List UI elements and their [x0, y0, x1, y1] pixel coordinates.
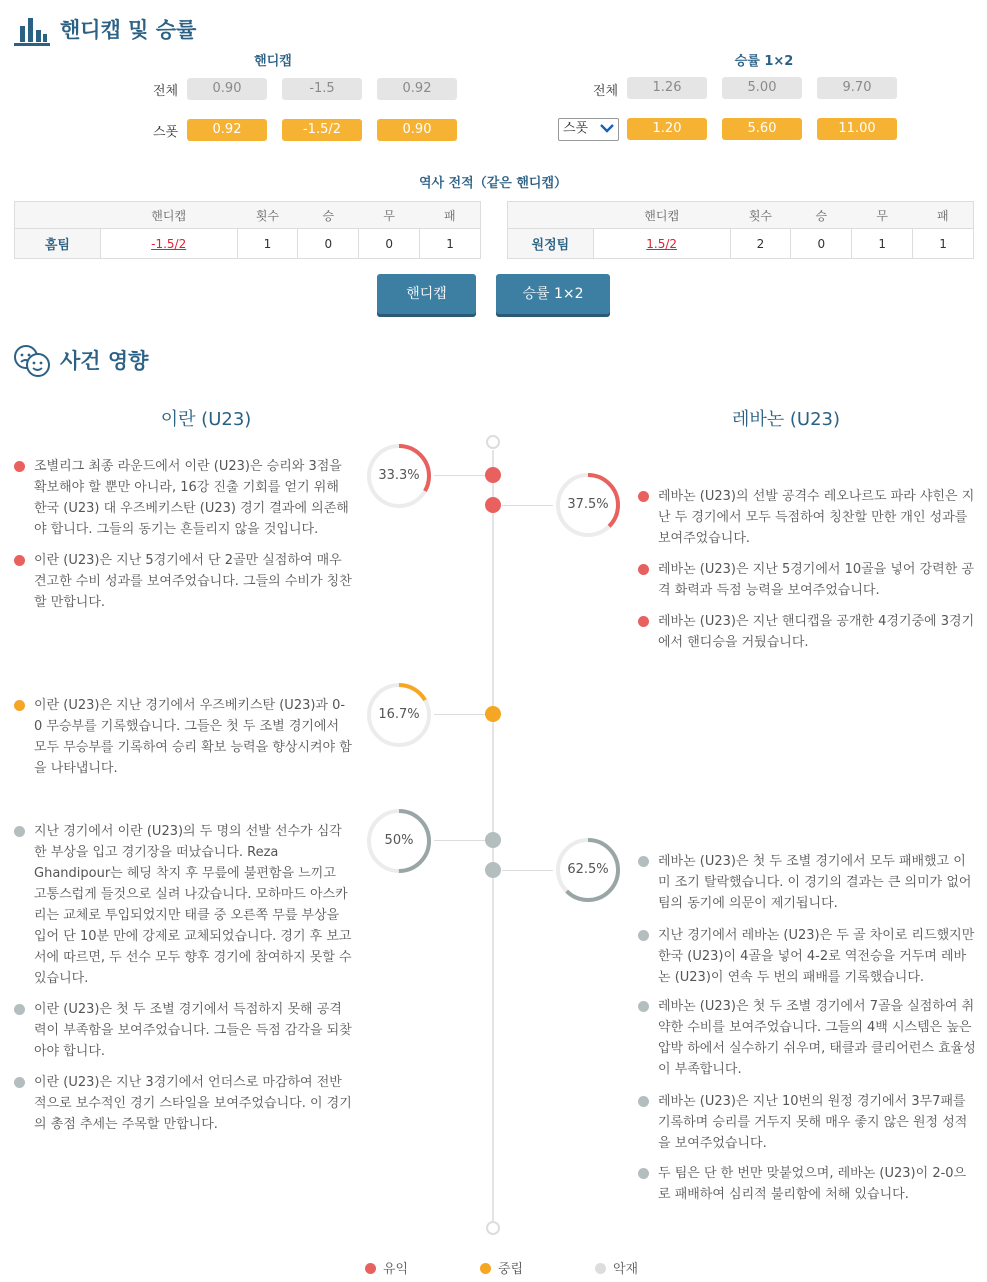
win-rate-button[interactable]: 승률 1×2: [496, 274, 610, 314]
percent-label: 37.5%: [567, 497, 609, 512]
timeline-start: [486, 435, 500, 449]
bullet-negative: [638, 1096, 649, 1107]
column-header: 승: [298, 202, 359, 229]
odds-cell: 5.60: [722, 118, 802, 140]
bullet-positive: [638, 616, 649, 627]
connector-line: [434, 714, 486, 715]
impact-item: 이란 (U23)은 지난 5경기에서 단 2골만 실점하여 매우 견고한 수비 성과를 보여주었습니다. 그들의 수비가 칭찬할 만합니다.: [34, 553, 352, 610]
column-header: [15, 202, 101, 229]
row-label-spot: 스폿: [153, 125, 179, 140]
column-header: 패: [913, 202, 974, 229]
legend-dot-positive: [365, 1263, 376, 1274]
handicap-link[interactable]: -1.5/2: [100, 229, 237, 259]
impact-item: 레바논 (U23)은 첫 두 조별 경기에서 7골을 실점하여 취약한 수비를 보여주었습니다. 그들의 4백 시스템은 높은 압박 하에서 실수하기 쉬우며, 태클과 클리어런스 효율성이 부족합니다.: [658, 999, 976, 1077]
win-cell: 0: [791, 229, 852, 259]
legend-positive: 유익: [383, 1262, 409, 1277]
bullet-negative: [638, 930, 649, 941]
team-label: 홈팀: [15, 229, 101, 259]
draw-cell: 1: [852, 229, 913, 259]
odds-cell: 1.20: [627, 118, 707, 140]
percent-label: 62.5%: [567, 862, 609, 877]
impact-item: 이란 (U23)은 첫 두 조별 경기에서 득점하지 못해 공격력이 부족함을 보여주었습니다. 그들은 득점 감각을 되찾아야 합니다.: [34, 1002, 352, 1059]
section-title-handicap: 핸디캡 및 승률: [60, 18, 197, 42]
bullet-neutral: [14, 700, 25, 711]
odds-cell: 0.90: [377, 119, 457, 141]
percent-label: 16.7%: [378, 707, 420, 722]
impact-item: 레바논 (U23)은 지난 10번의 원정 경기에서 3무7패를 기록하며 승리를 거두지 못해 매우 좋지 않은 원정 성적을 보여주었습니다.: [658, 1094, 968, 1151]
column-header: 승: [791, 202, 852, 229]
column-header: [508, 202, 594, 229]
table-row: [15, 229, 481, 259]
connector-line: [502, 505, 553, 506]
draw-cell: 0: [359, 229, 420, 259]
column-header: 무: [852, 202, 913, 229]
impact-item: 레바논 (U23)은 첫 두 조별 경기에서 모두 패배했고 이미 조기 탈락했습니다. 이 경기의 결과는 큰 의미가 없어 팀의 동기에 의문이 제기됩니다.: [658, 854, 972, 911]
impact-item: 두 팀은 단 한 번만 맞붙었으며, 레바논 (U23)이 2-0으로 패배하여 심리적 불리함에 처해 있습니다.: [658, 1166, 967, 1202]
bar-chart-icon: [14, 16, 50, 46]
handicap-button[interactable]: 핸디캡: [377, 274, 476, 314]
bullet-negative: [638, 1001, 649, 1012]
column-header: 패: [420, 202, 481, 229]
odds-cell: 0.90: [187, 78, 267, 100]
odds-cell: 5.00: [722, 77, 802, 99]
loss-cell: 1: [939, 236, 947, 251]
connector-line: [434, 475, 486, 476]
odds-cell: 9.70: [817, 77, 897, 99]
row-label-total: 전체: [593, 84, 619, 99]
history-table-away: [507, 201, 974, 259]
timeline-end: [486, 1221, 500, 1235]
faces-icon: [13, 344, 51, 378]
bullet-negative: [638, 856, 649, 867]
count-cell: 1: [237, 229, 298, 259]
win-cell: 0: [298, 229, 359, 259]
impact-item: 레바논 (U23)은 지난 핸디캡을 공개한 4경기중에 3경기에서 핸디승을 거뒀습니다.: [658, 614, 975, 650]
legend-neutral: 중립: [498, 1262, 524, 1277]
connector-line: [434, 840, 486, 841]
bullet-negative: [14, 1004, 25, 1015]
history-title: 역사 전적（같은 핸디캡）: [418, 176, 568, 191]
timeline-dot-positive: [485, 467, 501, 483]
bullet-positive: [638, 491, 649, 502]
loss-cell: 1: [446, 236, 454, 251]
odds-cell: -1.5: [282, 78, 362, 100]
percent-label: 50%: [384, 833, 414, 848]
team-label: 원정팀: [508, 229, 594, 259]
bullet-negative: [14, 1077, 25, 1088]
odds-cell: 1.26: [627, 77, 707, 99]
history-table-home: [14, 201, 481, 259]
table-header-row: [15, 202, 481, 229]
legend-dot-neutral: [480, 1263, 491, 1274]
home-team-name: 이란 (U23): [160, 409, 252, 430]
impact-item: 지난 경기에서 이란 (U23)의 두 명의 선발 선수가 심각한 부상을 입고 경기장을 떠났습니다. Reza Ghandipour는 헤딩 착지 후 무릎에 불편함을 느끼고 고통스럽게 들것으로 실려 나갔습니다. 모하마드 아스카리는 교체로 투입되었지만 태클 중 오른쪽 무릎 부상을 입어 단 10분 만에 강제로 교체되었습니다. 경기 후 보고서에 따르면, 두 선수 모두 향후 경기에 참여하지 못할 수 있습니다.: [34, 824, 352, 986]
bookmaker-select[interactable]: [558, 118, 619, 141]
handicap-link[interactable]: 1.5/2: [593, 229, 730, 259]
odds-cell: 11.00: [817, 118, 897, 140]
legend-negative: 악재: [613, 1262, 639, 1277]
timeline-dot-positive: [485, 497, 501, 513]
table-header-row: [508, 202, 974, 229]
table-row: [508, 229, 974, 259]
bullet-positive: [638, 564, 649, 575]
timeline-dot-negative: [485, 832, 501, 848]
percent-label: 33.3%: [378, 468, 420, 483]
chevron-down-icon: [599, 120, 615, 142]
away-team-name: 레바논 (U23): [731, 409, 840, 430]
odds-cell: 0.92: [377, 78, 457, 100]
impact-item: 레바논 (U23)의 선발 공격수 레오나르도 파라 샤힌은 지난 두 경기에서 모두 득점하여 칭찬할 만한 개인 성과를 보여주었습니다.: [658, 489, 975, 546]
column-header: 횟수: [730, 202, 791, 229]
section-title-impact: 사건 영향: [60, 349, 149, 373]
win-rate-header: 승률 1×2: [734, 54, 794, 69]
bullet-negative: [638, 1168, 649, 1179]
count-cell: 2: [730, 229, 791, 259]
connector-line: [502, 870, 553, 871]
impact-item: 지난 경기에서 레바논 (U23)은 두 골 차이로 리드했지만 한국 (U23)이 4골을 넣어 4-2로 역전승을 거두며 레바논 (U23)이 연속 두 번의 패배를 기록했습니다.: [658, 928, 975, 985]
column-header: 횟수: [237, 202, 298, 229]
column-header: 핸디캡: [100, 202, 237, 229]
column-header: 무: [359, 202, 420, 229]
bullet-positive: [14, 461, 25, 472]
odds-cell: 0.92: [187, 119, 267, 141]
column-header: 핸디캡: [593, 202, 730, 229]
timeline-dot-negative: [485, 862, 501, 878]
timeline-dot-neutral: [485, 706, 501, 722]
bullet-negative: [14, 826, 25, 837]
impact-item: 이란 (U23)은 지난 경기에서 우즈베키스탄 (U23)과 0-0 무승부를 기록했습니다. 그들은 첫 두 조별 경기에서 모두 무승부를 기록하여 승리 확보 능력을 향상시켜야 함을 나타냅니다.: [34, 698, 352, 776]
row-label-total: 전체: [153, 84, 179, 99]
legend-dot-negative: [595, 1263, 606, 1274]
handicap-header: 핸디캡: [254, 54, 292, 69]
impact-item: 이란 (U23)은 지난 3경기에서 언더스로 마감하여 전반적으로 보수적인 경기 스타일을 보여주었습니다. 이 경기의 총점 추세는 주목할 만합니다.: [34, 1075, 352, 1132]
impact-item: 조별리그 최종 라운드에서 이란 (U23)은 승리와 3점을 확보해야 할 뿐만 아니라, 16강 진출 기회를 얻기 위해 한국 (U23) 대 우즈베키스탄 (U23) 경기 결과에 의존해야 합니다. 그들의 동기는 흔들리지 않을 것입니다.: [34, 459, 349, 537]
impact-item: 레바논 (U23)은 지난 5경기에서 10골을 넣어 강력한 공격 화력과 득점 능력을 보여주었습니다.: [658, 562, 974, 598]
odds-cell: -1.5/2: [282, 119, 362, 141]
bookmaker-select-value: 스폿: [563, 121, 589, 136]
bullet-positive: [14, 555, 25, 566]
